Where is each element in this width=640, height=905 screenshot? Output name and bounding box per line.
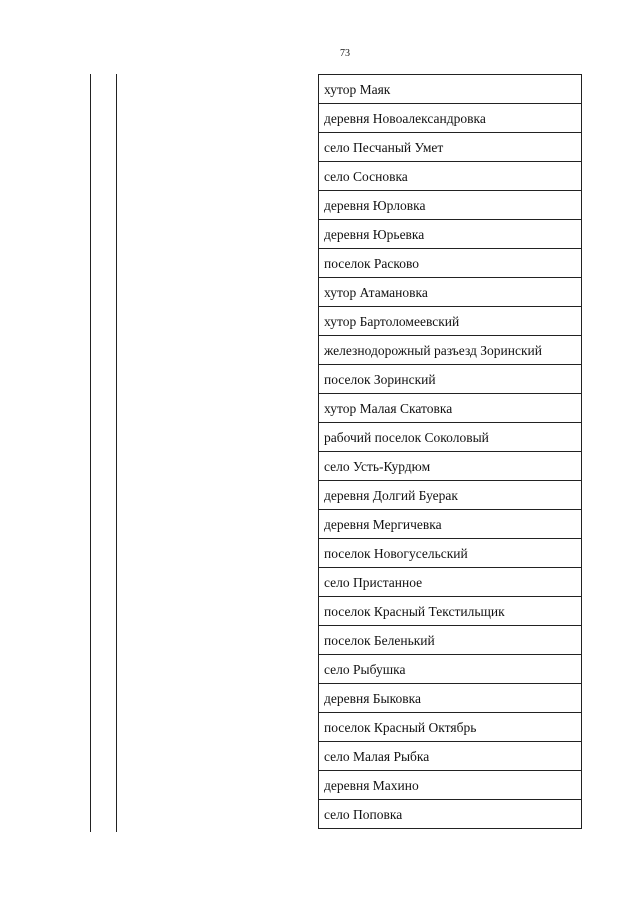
table-row: поселок Зоринский: [319, 365, 581, 394]
table-row: хутор Малая Скатовка: [319, 394, 581, 423]
table-row: хутор Бартоломеевский: [319, 307, 581, 336]
table-row: село Поповка: [319, 800, 581, 829]
table-row: деревня Махино: [319, 771, 581, 800]
table-row: поселок Новогусельский: [319, 539, 581, 568]
table-row: село Сосновка: [319, 162, 581, 191]
table-column-border-left: [90, 74, 91, 832]
table-row: село Усть-Курдюм: [319, 452, 581, 481]
table-column-border-second: [116, 74, 117, 832]
table-row: село Пристанное: [319, 568, 581, 597]
table-row: деревня Новоалександровка: [319, 104, 581, 133]
settlement-table: [318, 74, 582, 829]
table-row: хутор Маяк: [319, 75, 581, 104]
table-row: деревня Долгий Буерак: [319, 481, 581, 510]
table-row: рабочий поселок Соколовый: [319, 423, 581, 452]
table-row: деревня Быковка: [319, 684, 581, 713]
table-row: деревня Мергичевка: [319, 510, 581, 539]
table-row: поселок Красный Октябрь: [319, 713, 581, 742]
table-row: деревня Юрловка: [319, 191, 581, 220]
page-number: 73: [340, 48, 350, 59]
table-row: село Рыбушка: [319, 655, 581, 684]
table-row: хутор Атамановка: [319, 278, 581, 307]
table-row: село Песчаный Умет: [319, 133, 581, 162]
table-row: поселок Расково: [319, 249, 581, 278]
table-row: деревня Юрьевка: [319, 220, 581, 249]
table-row: поселок Беленький: [319, 626, 581, 655]
table-row: железнодорожный разъезд Зоринский: [319, 336, 581, 365]
table-row: поселок Красный Текстильщик: [319, 597, 581, 626]
table-row: село Малая Рыбка: [319, 742, 581, 771]
